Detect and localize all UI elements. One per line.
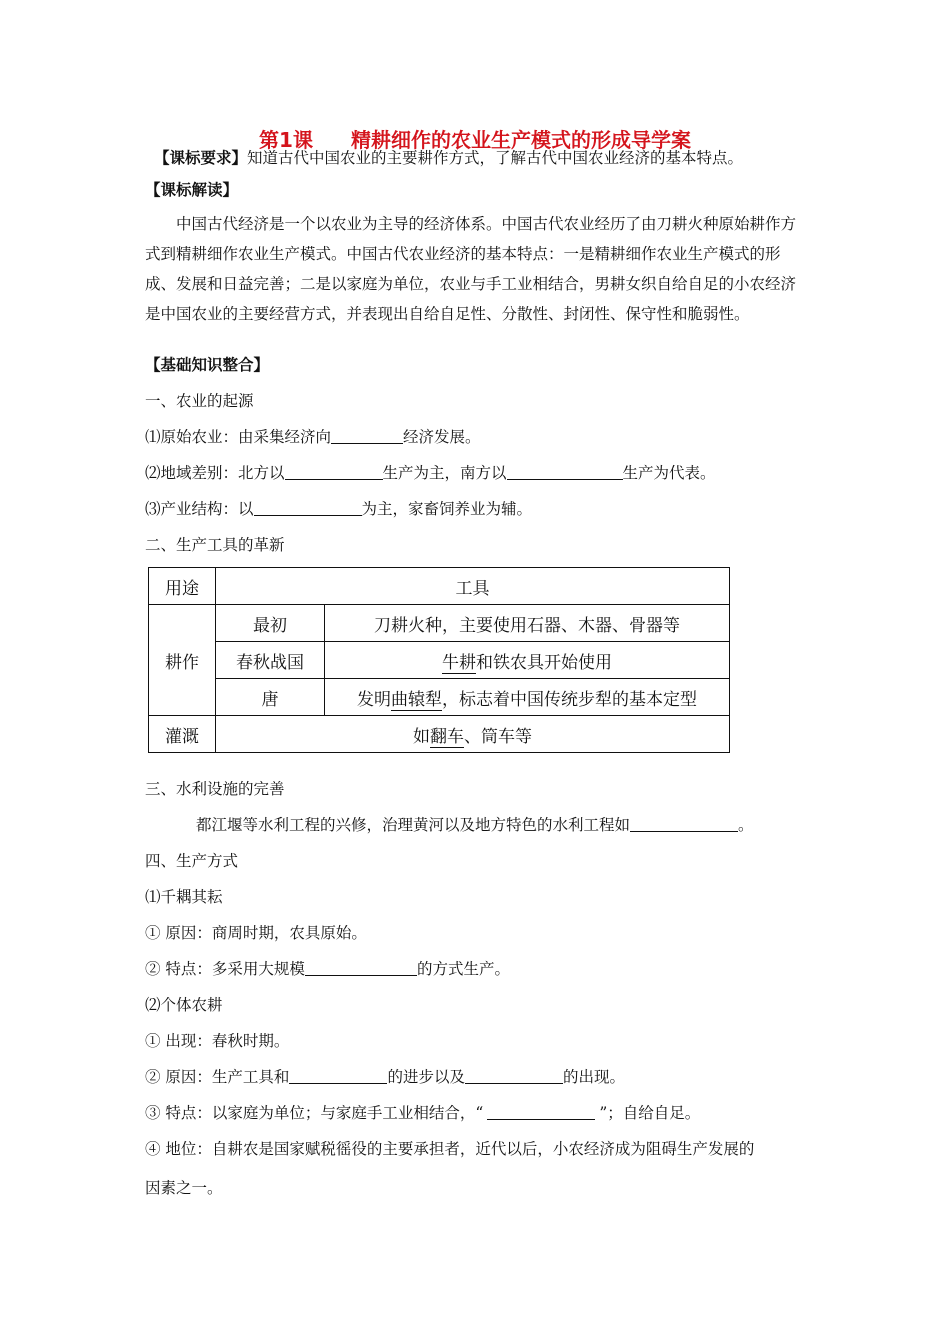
answer-blank[interactable] bbox=[465, 1067, 563, 1084]
table-row bbox=[149, 568, 730, 605]
cell-tool: 如翻车、筒车等 bbox=[216, 716, 730, 753]
section4-sub1-feature: ② 特点：多采用大规模 的方式生产。 bbox=[145, 960, 510, 978]
requirement-text: 知道古代中国农业的主要耕作方式，了解古代中国农业经济的基本特点。 bbox=[247, 149, 744, 167]
cell-tool: 刀耕火种，主要使用石器、木器、骨器等 bbox=[325, 605, 730, 642]
section1-line3: ⑶产业结构：以 为主，家畜饲养业为辅。 bbox=[145, 500, 533, 518]
answer-blank[interactable] bbox=[305, 959, 417, 976]
answer-blank[interactable] bbox=[254, 499, 362, 516]
header-use: 用途 bbox=[149, 568, 216, 605]
section4-sub2-status: ④ 地位：自耕农是国家赋税徭役的主要承担者，近代以后，小农经济成为阻碍生产发展的 bbox=[145, 1140, 755, 1158]
answer-blank[interactable] bbox=[331, 427, 403, 444]
requirement-label: 【课标要求】 bbox=[154, 149, 248, 167]
section4-sub2-feature: ③ 特点：以家庭为单位；与家庭手工业相结合，“ ”；自给自足。 bbox=[145, 1104, 701, 1122]
section1-heading: 一、农业的起源 bbox=[145, 392, 254, 410]
basics-label: 【基础知识整合】 bbox=[145, 356, 270, 374]
cell-era: 最初 bbox=[216, 605, 325, 642]
lesson-number: 第1课 bbox=[259, 128, 313, 152]
section3-line: 都江堰等水利工程的兴修，治理黄河以及地方特色的水利工程如 。 bbox=[196, 816, 754, 834]
section1-line2: ⑵地域差别：北方以 生产为主，南方以 生产为代表。 bbox=[145, 464, 716, 482]
cell-plough: 耕作 bbox=[149, 605, 216, 716]
cell-tool: 发明曲辕犁，标志着中国传统步犁的基本定型 bbox=[325, 679, 730, 716]
cell-era: 唐 bbox=[216, 679, 325, 716]
section4-sub2-status-cont: 因素之一。 bbox=[145, 1179, 223, 1197]
section3-heading: 三、水利设施的完善 bbox=[145, 780, 285, 798]
header-tool: 工具 bbox=[216, 568, 730, 605]
section4-sub2-reason: ② 原因：生产工具和 的进步以及 的出现。 bbox=[145, 1068, 625, 1086]
section2-heading: 二、生产工具的革新 bbox=[145, 536, 285, 554]
table-row bbox=[149, 716, 730, 753]
requirement-line bbox=[154, 148, 743, 168]
lesson-name: 精耕细作的农业生产模式的形成导学案 bbox=[350, 128, 691, 152]
table-row bbox=[149, 642, 730, 679]
answer-blank[interactable] bbox=[487, 1103, 595, 1120]
interpretation-paragraph: 中国古代经济是一个以农业为主导的经济体系。中国古代农业经历了由刀耕火种原始耕作方式到精耕细作农业生产模式。中国古代农业经济的基本特点：一是精耕细作农业生产模式的形成、发展和日益完善；二是以家庭为单位，农业与手工业相结合，男耕女织自给自足的小农经济是中国农业的主要经营方式，并表现出自给自足性、分散性、封闭性、保守性和脆弱性。 bbox=[145, 215, 797, 323]
table-row bbox=[149, 605, 730, 642]
section1-line1: ⑴原始农业：由采集经济向 经济发展。 bbox=[145, 428, 481, 446]
cell-irrigation: 灌溉 bbox=[149, 716, 216, 753]
cell-tool: 牛耕和铁农具开始使用 bbox=[325, 642, 730, 679]
section4-sub2: ⑵个体农耕 bbox=[145, 996, 223, 1014]
section4-sub2-appear: ① 出现：春秋时期。 bbox=[145, 1032, 290, 1050]
answer-blank[interactable] bbox=[507, 463, 623, 480]
tools-table bbox=[148, 567, 730, 753]
cell-era: 春秋战国 bbox=[216, 642, 325, 679]
section4-sub1-reason: ① 原因：商周时期，农具原始。 bbox=[145, 924, 367, 942]
answer-blank[interactable] bbox=[285, 463, 383, 480]
table-row bbox=[149, 679, 730, 716]
section4-sub1: ⑴千耦其耘 bbox=[145, 888, 223, 906]
interpretation-label: 【课标解读】 bbox=[145, 181, 239, 199]
section4-heading: 四、生产方式 bbox=[145, 852, 239, 870]
answer-blank[interactable] bbox=[630, 815, 738, 832]
answer-blank[interactable] bbox=[289, 1067, 387, 1084]
